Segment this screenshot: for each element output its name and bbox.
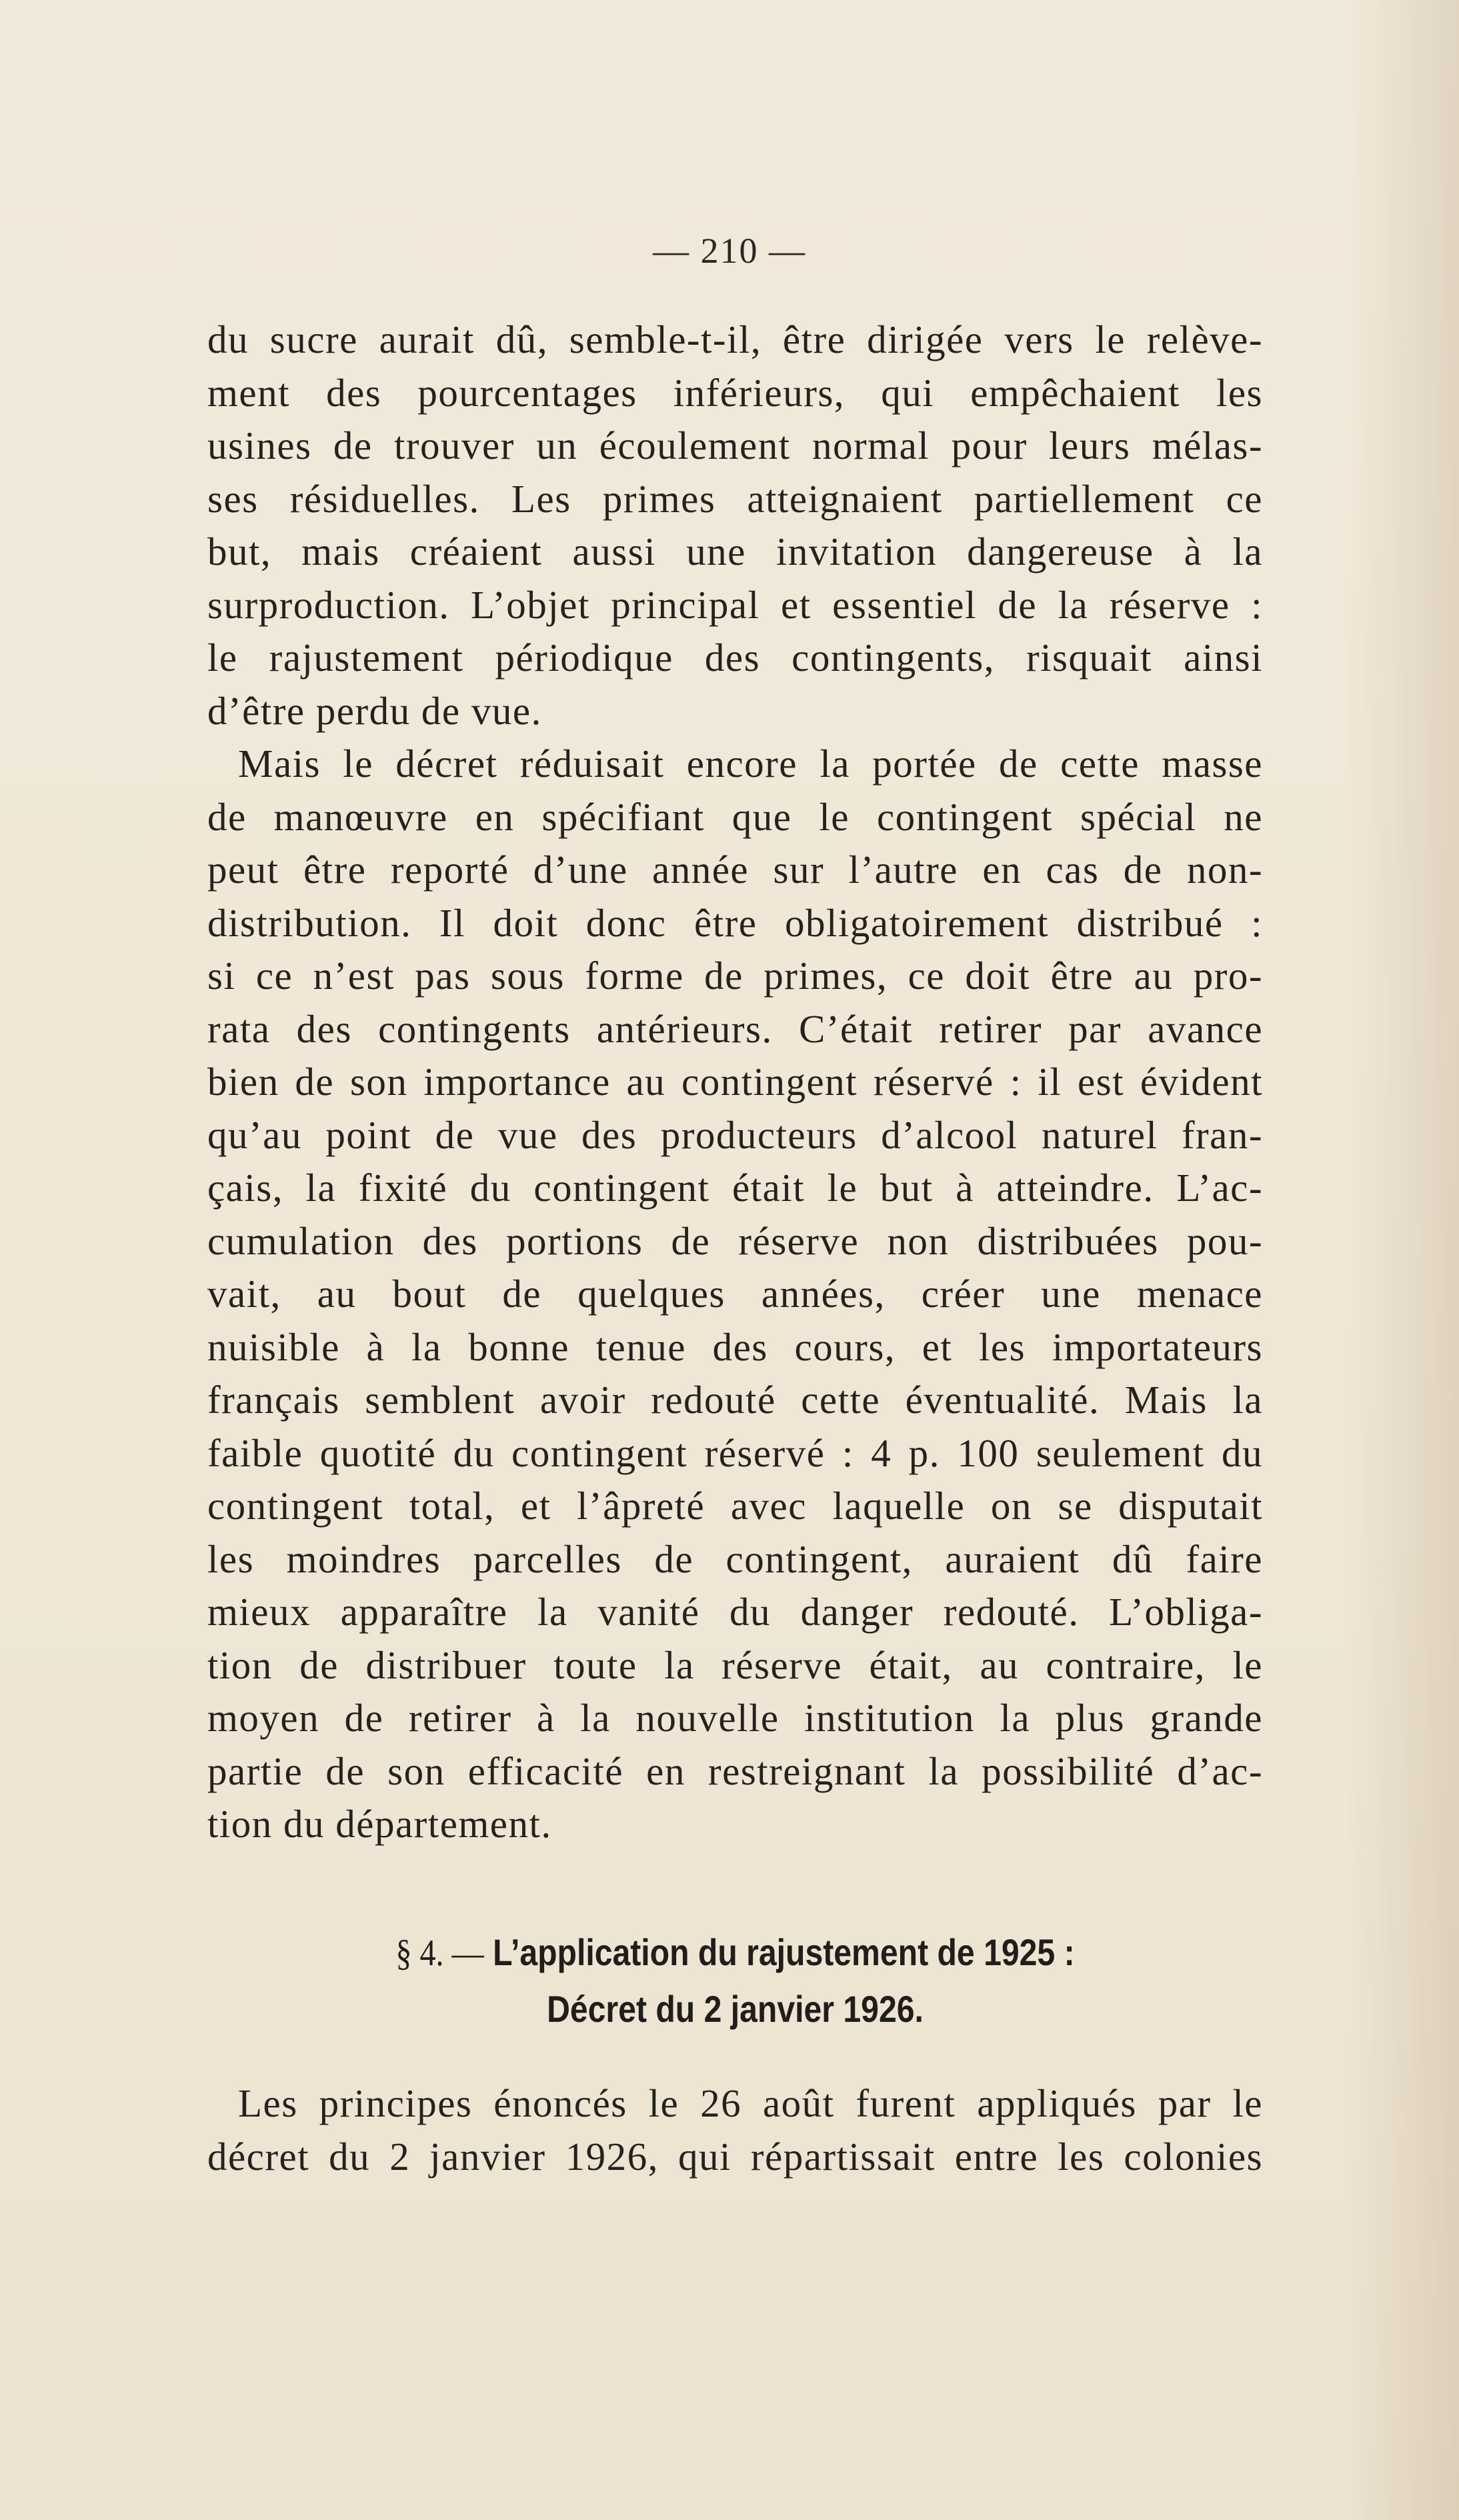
section-subheading bbox=[281, 1987, 1189, 2031]
section-heading bbox=[281, 1931, 1189, 1975]
text-line: çais, la fixité du contingent était le but à atteindre. L’ac- bbox=[207, 1166, 1263, 1210]
text-line: tion du département. bbox=[207, 1802, 552, 1846]
text-line: bien de son importance au contingent réservé : il est évident bbox=[207, 1060, 1263, 1104]
text-line: contingent total, et l’âpreté avec laquelle on se disputait bbox=[207, 1484, 1263, 1528]
text-line: le rajustement périodique des contingents, risquait ainsi bbox=[207, 636, 1263, 680]
text-line: qu’au point de vue des producteurs d’alcool naturel fran- bbox=[207, 1112, 1263, 1157]
text-line: peut être reporté d’une année sur l’autre en cas de non- bbox=[207, 848, 1263, 892]
text-line: du sucre aurait dû, semble-t-il, être dirigée vers le relève- bbox=[207, 317, 1263, 361]
text-line: français semblent avoir redouté cette éventualité. Mais la bbox=[207, 1378, 1263, 1422]
text-line: Les principes énoncés le 26 août furent appliqués par le bbox=[238, 2081, 1263, 2125]
text-line: ment des pourcentages inférieurs, qui empêchaient les bbox=[207, 370, 1263, 415]
page-number: — 210 — bbox=[653, 231, 806, 271]
section-number: § 4. — bbox=[395, 1933, 484, 1974]
text-line: vait, au bout de quelques années, créer une menace bbox=[207, 1272, 1263, 1316]
text-line: tion de distribuer toute la réserve était, au contraire, le bbox=[207, 1642, 1263, 1687]
text-line: rata des contingents antérieurs. C’était retirer par avance bbox=[207, 1006, 1263, 1051]
text-line: de manœuvre en spécifiant que le contingent spécial ne bbox=[207, 794, 1263, 839]
text-line: d’être perdu de vue. bbox=[207, 688, 542, 733]
text-line: décret du 2 janvier 1926, qui répartissait entre les colonies bbox=[207, 2134, 1263, 2179]
text-line: mieux apparaître la vanité du danger redouté. L’obliga- bbox=[207, 1590, 1263, 1634]
text-line: si ce n’est pas sous forme de primes, ce doit être au pro- bbox=[207, 954, 1263, 998]
text-line: Mais le décret réduisait encore la portée de cette masse bbox=[238, 742, 1263, 786]
text-line: moyen de retirer à la nouvelle institution la plus grande bbox=[207, 1696, 1263, 1740]
text-line: surproduction. L’objet principal et essentiel de la réserve : bbox=[207, 582, 1263, 627]
text-line: cumulation des portions de réserve non distribuées pou- bbox=[207, 1218, 1263, 1263]
text-line: partie de son efficacité en restreignant la possibilité d’ac- bbox=[207, 1748, 1263, 1793]
text-line: distribution. Il doit donc être obligatoirement distribué : bbox=[207, 900, 1263, 945]
section-title: L’application du rajustement de 1925 : bbox=[493, 1931, 1075, 1973]
text-line: les moindres parcelles de contingent, auraient dû faire bbox=[207, 1536, 1263, 1581]
text-line: but, mais créaient aussi une invitation dangereuse à la bbox=[207, 529, 1263, 573]
paragraph-1 bbox=[207, 313, 1263, 1851]
section-subtitle: Décret du 2 janvier 1926. bbox=[547, 1988, 924, 2030]
text-line: faible quotité du contingent réservé : 4 p. 100 seulement du bbox=[207, 1430, 1263, 1475]
text-line: ses résiduelles. Les primes atteignaient partiellement ce bbox=[207, 476, 1263, 521]
text-line: usines de trouver un écoulement normal pour leurs mélas- bbox=[207, 423, 1263, 467]
text-line: nuisible à la bonne tenue des cours, et les importateurs bbox=[207, 1324, 1263, 1369]
paragraph-3 bbox=[207, 2077, 1263, 2183]
